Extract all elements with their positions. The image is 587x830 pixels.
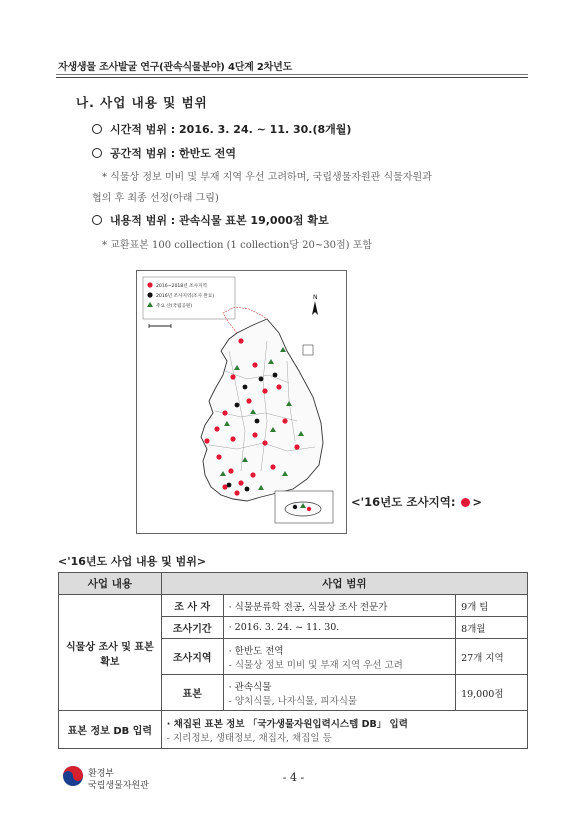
jeju-red-marker [307,507,311,511]
bullet-content-scope: 내용적 범위 : 관속식물 표본 19,000점 확보 [92,212,329,228]
north-arrow-icon [312,301,318,315]
red-dot-icon [461,498,470,507]
header-content: 사업 내용 [59,573,162,595]
circle-bullet-icon [92,215,102,225]
scope-table [58,572,528,749]
korea-map-figure [137,271,346,533]
peninsula-outline [201,319,323,501]
legend-label-0: 2016~2018년 조사지역 [156,284,207,289]
legend-marker-0 [147,282,152,287]
row-label: 조사기간 [161,617,223,639]
header-rule [56,74,528,75]
row-value: 9개 팀 [456,595,528,617]
circle-bullet-icon [92,124,102,134]
header-rule-bold [56,77,528,78]
ulleungdo-inset [303,345,313,355]
row-desc-cell [223,675,455,711]
row-desc: · 한반도 전역 [228,645,284,657]
north-label: N [313,294,318,301]
row-value: 8개월 [456,617,528,639]
footer-org-ministry: 환경부 [88,769,115,779]
note-line: * 식물상 정보 미비 및 부재 지역 우선 고려하며, 국립생물자원관 식물자원과 [102,172,432,183]
row-desc-sub: - 양치식물, 나자식물, 피자식물 [228,695,358,707]
db-desc-sub: - 지리정보, 생태정보, 채집자, 채집일 등 [166,732,332,744]
note-line: * 교환표본 100 collection (1 collection당 20~30점) 포함 [102,240,373,251]
row-desc: · 식물분류학 전공, 식물상 조사 전문가 [223,595,455,617]
footer-org-institute: 국립생물자원관 [88,781,149,791]
table-caption: <'16년도 사업 내용 및 범위> [58,555,207,568]
group-label-survey: 식물상 조사 및 표본 확보 [59,595,162,711]
survey-map [136,270,347,534]
legend-marker-1 [147,292,152,297]
row-value: 27개 지역 [456,639,528,675]
row-value: 19,000점 [456,675,528,711]
row-desc-sub: - 식물상 정보 미비 및 부재 지역 우선 고려 [228,659,403,671]
group-label-db: 표본 정보 DB 입력 [59,711,162,749]
page-number: - 4 - [282,771,305,784]
row-label: 조사지역 [161,639,223,675]
note-line: 협의 후 최종 선정(아래 그림) [92,193,219,204]
row-desc-cell [223,639,455,675]
legend-label-1: 2016년 조사지역(조사 완료) [156,294,215,299]
circle-bullet-icon [92,148,102,158]
header-scope: 사업 범위 [161,573,527,595]
db-desc: · 채집된 표본 정보 「국가생물자원입력시스템 DB」 입력 [166,718,408,730]
section-title: 나. 사업 내용 및 범위 [76,95,208,110]
row-desc: · 2016. 3. 24. ~ 11. 30. [223,617,455,639]
db-desc-cell [161,711,527,749]
table-row [59,595,528,617]
jeju-black-marker [293,505,297,509]
table-header-row [59,573,528,595]
bullet-space-scope: 공간적 범위 : 한반도 전역 [92,145,236,161]
row-label: 표본 [161,675,223,711]
table-row [59,711,528,749]
row-desc: · 관속식물 [228,681,272,693]
running-header: 자생생물 조사발굴 연구(관속식물분야) 4단계 2차년도 [58,62,293,73]
legend-label-2: 주요 산(국립공원) [156,304,193,309]
map-caption: <'16년도 조사지역: > [351,495,483,509]
bullet-time-scope: 시간적 범위 : 2016. 3. 24. ~ 11. 30.(8개월) [92,121,351,137]
row-label: 조 사 자 [161,595,223,617]
